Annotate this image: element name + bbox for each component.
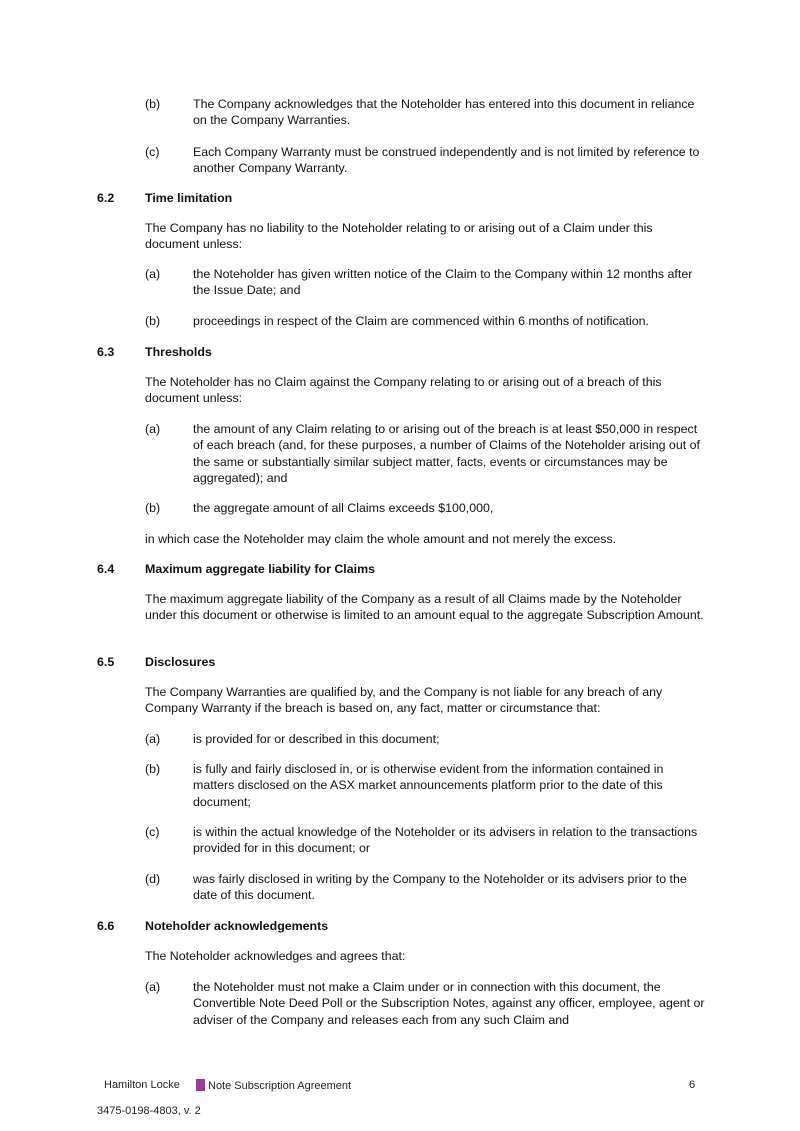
section-heading: Noteholder acknowledgements — [145, 919, 329, 933]
section-number: 6.6 — [97, 919, 115, 933]
item-label: (a) — [145, 980, 161, 994]
item-text: is provided for or described in this document; — [193, 732, 440, 746]
section-number: 6.2 — [97, 191, 115, 205]
item-label: (a) — [145, 267, 161, 281]
section-number: 6.5 — [97, 655, 115, 669]
paragraph: The Company Warranties are qualified by, and the Company is not liable for any breach of any Company Warranty if the breach is based on, any fact, matter or circumstance that: — [145, 685, 663, 716]
item-text: Each Company Warranty must be construed independently and is not limited by reference to another Company Warranty. — [193, 145, 700, 176]
paragraph: The maximum aggregate liability of the Company as a result of all Claims made by the Noteholder under this document or otherwise is limited to an amount equal to the aggregate Subscription Amount. — [145, 592, 704, 623]
item-text: the aggregate amount of all Claims exceeds $100,000, — [193, 501, 494, 515]
item-label: (a) — [145, 732, 161, 746]
paragraph: The Noteholder acknowledges and agrees that: — [145, 949, 406, 963]
section-heading: Time limitation — [145, 191, 233, 205]
item-text: was fairly disclosed in writing by the Company to the Noteholder or its advisers prior to the date of this document. — [193, 872, 687, 903]
section-heading: Disclosures — [145, 655, 216, 669]
item-label: (b) — [145, 501, 161, 515]
item-label: (b) — [145, 97, 161, 111]
paragraph: in which case the Noteholder may claim the whole amount and not merely the excess. — [145, 532, 617, 546]
section-heading: Maximum aggregate liability for Claims — [145, 562, 375, 576]
item-text: the Noteholder must not make a Claim under or in connection with this document, the Convertible Note Deed Poll or the Subscription Notes, against any officer, employee, agent or adviser of the Company and releases each from any such Claim and — [193, 980, 705, 1027]
section-number: 6.4 — [97, 562, 115, 576]
item-label: (b) — [145, 314, 161, 328]
document-id: 3475-0198-4803, v. 2 — [97, 1105, 201, 1117]
footer-title — [196, 1079, 351, 1092]
item-label: (b) — [145, 762, 161, 776]
item-label: (a) — [145, 422, 161, 436]
item-label: (c) — [145, 145, 160, 159]
paragraph: The Noteholder has no Claim against the Company relating to or arising out of a breach of this document unless: — [145, 375, 662, 406]
footer-title-text: Note Subscription Agreement — [208, 1080, 352, 1092]
section-number: 6.3 — [97, 345, 115, 359]
page-number: 6 — [689, 1079, 696, 1091]
item-text: is fully and fairly disclosed in, or is otherwise evident from the information contained in matters disclosed on the ASX market announcements platform prior to the date of this document; — [193, 762, 664, 809]
accent-square-icon — [196, 1079, 205, 1091]
item-text: the amount of any Claim relating to or arising out of the breach is at least $50,000 in respect of each breach (and, for these purposes, a number of Claims of the Noteholder arising out of the same or substantially similar subject matter, facts, events or circumstances may be aggregated); and — [193, 422, 700, 485]
item-label: (c) — [145, 825, 160, 839]
item-text: The Company acknowledges that the Noteholder has entered into this document in reliance on the Company Warranties. — [193, 97, 695, 128]
item-text: the Noteholder has given written notice of the Claim to the Company within 12 months after the Issue Date; and — [193, 267, 693, 298]
paragraph: The Company has no liability to the Noteholder relating to or arising out of a Claim under this document unless: — [145, 221, 653, 252]
section-heading: Thresholds — [145, 345, 212, 359]
footer-firm: Hamilton Locke — [104, 1079, 180, 1091]
item-text: is within the actual knowledge of the Noteholder or its advisers in relation to the transactions provided for in this document; or — [193, 825, 698, 856]
item-text: proceedings in respect of the Claim are commenced within 6 months of notification. — [193, 314, 649, 328]
item-label: (d) — [145, 872, 161, 886]
